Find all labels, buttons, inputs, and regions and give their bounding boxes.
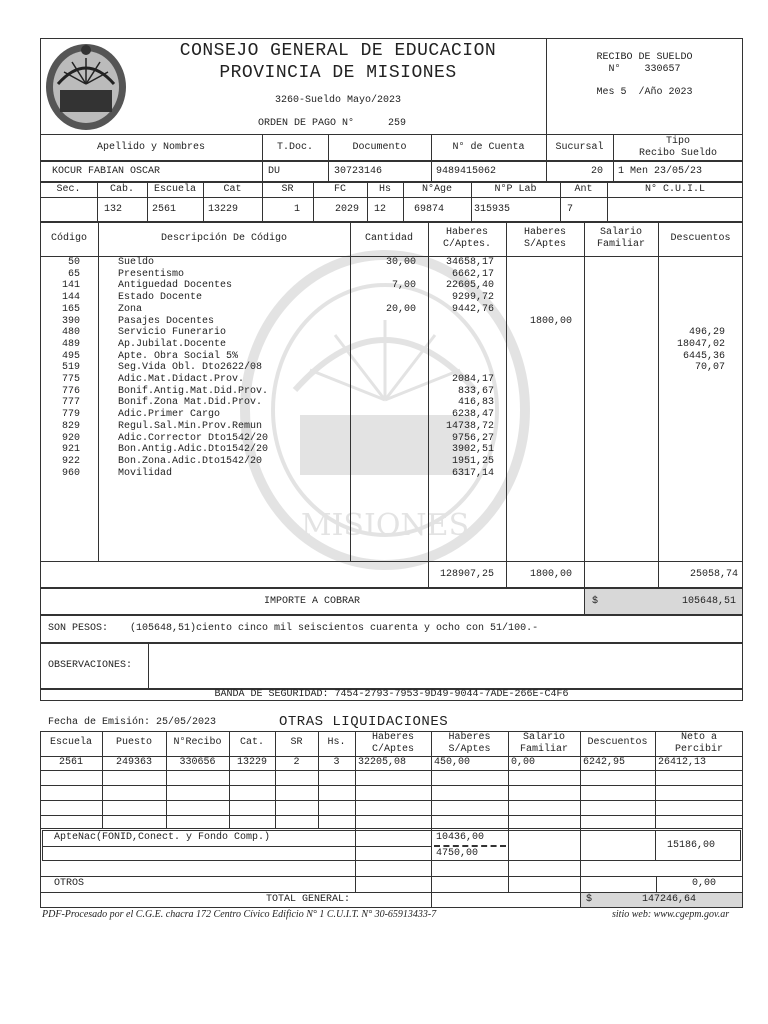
item-code: 489: [61, 338, 80, 350]
item-hc: 2084,17: [451, 374, 494, 385]
importe-value: 105648,51: [681, 596, 736, 607]
item-code: 922: [61, 455, 80, 467]
item-hc: 9756,27: [451, 432, 494, 444]
total-general-value: 147246,64: [641, 894, 696, 905]
importe-label: IMPORTE A COBRAR: [263, 596, 360, 607]
col-cantidad: Cantidad: [364, 233, 413, 244]
employee-sucursal: 20: [590, 166, 603, 177]
item-desc: Estado Docente: [118, 292, 203, 304]
otras-header-cell: Percibir: [674, 744, 723, 755]
item-hc: 9442,76: [451, 303, 494, 315]
fecha-emision: Fecha de Emisión: 25/05/2023: [48, 717, 217, 728]
col-codigo: Código: [50, 233, 87, 244]
item-code: 921: [61, 444, 80, 456]
item-desc: Regul.Sal.Min.Prov.Remun: [118, 420, 263, 432]
item-code: 495: [61, 350, 80, 362]
employee-documento: 30723146: [334, 166, 383, 177]
item-code: 519: [61, 362, 80, 374]
hdr-nage: N°Age: [421, 184, 452, 195]
otras-header-cell: Descuentos: [587, 737, 648, 748]
item-desc: Sueldo: [118, 257, 155, 268]
otras-cell: 32205,08: [358, 757, 407, 768]
col-haberes-c-1: Haberes: [445, 227, 488, 238]
otras-header-cell: Puesto: [115, 737, 152, 748]
col-haberes-c-2: C/Aptes.: [442, 239, 491, 250]
aptenac-total: 15186,00: [666, 840, 715, 851]
item-desc-v: 18047,02: [676, 338, 725, 350]
item-hc: 833,67: [457, 385, 494, 397]
employee-tdoc: DU: [268, 166, 281, 177]
item-code: 779: [61, 409, 80, 421]
title-line-1: CONSEJO GENERAL DE EDUCACION: [179, 41, 497, 61]
item-cant: 7,00: [391, 280, 416, 292]
hdr-cuenta: N° de Cuenta: [452, 142, 525, 153]
otros-value: 0,00: [691, 878, 716, 889]
hdr-tipo: Tipo: [665, 136, 690, 147]
observaciones-label: OBSERVACIONES:: [48, 660, 133, 671]
item-hc: 14738,72: [445, 420, 494, 432]
aptenac-v2: 4750,00: [436, 848, 479, 859]
employee-name: KOCUR FABIAN OSCAR: [52, 166, 161, 177]
otras-cell: 330656: [179, 757, 216, 768]
item-hc: 9299,72: [451, 292, 494, 304]
recibo-label: RECIBO DE SUELDO: [596, 52, 693, 63]
hdr-tdoc: T.Doc.: [276, 142, 313, 153]
item-desc: Adic.Mat.Didact.Prov.: [118, 374, 245, 385]
item-desc: Antiguedad Docentes: [118, 280, 233, 292]
val-sr: 1: [293, 204, 300, 215]
otras-header-cell: Haberes: [371, 732, 414, 743]
item-desc: Zona: [118, 303, 143, 315]
item-desc-v: 496,29: [688, 327, 725, 339]
item-desc: Bon.Antig.Adic.Dto1542/20: [118, 444, 269, 456]
item-desc: Seg.Vida Obl. Dto2622/08: [118, 362, 263, 374]
item-hc: 34658,17: [445, 257, 494, 268]
aptenac-v1: 10436,00: [436, 832, 485, 843]
item-desc: Pasajes Docentes: [118, 315, 215, 327]
otras-cell: 2561: [58, 757, 83, 768]
otras-cell: 13229: [236, 757, 267, 768]
item-desc: Bonif.Zona Mat.Did.Prov.: [118, 397, 263, 409]
item-code: 65: [67, 268, 80, 280]
col-descuentos: Descuentos: [670, 233, 731, 244]
observaciones-row: [40, 643, 743, 689]
item-code: 165: [61, 303, 80, 315]
item-hc: 6238,47: [451, 409, 494, 421]
otras-header-cell: C/Aptes: [371, 744, 414, 755]
otras-header-cell: Familiar: [519, 744, 568, 755]
item-desc: Presentismo: [118, 268, 185, 280]
item-desc-v: 6445,36: [682, 350, 725, 362]
orden-value: 259: [388, 118, 407, 129]
hdr-apellido: Apellido y Nombres: [96, 142, 206, 153]
val-nplab: 315935: [474, 204, 511, 215]
col-descripcion: Descripción De Código: [160, 233, 288, 244]
item-desc: Adic.Corrector Dto1542/20: [118, 432, 269, 444]
hdr-hs: Hs: [378, 184, 391, 195]
item-code: 50: [67, 257, 80, 268]
footer-left: PDF-Procesado por el C.G.E. chacra 172 Centro Cívico Edificio N° 1 C.U.I.T. N° 30-65913433-7: [42, 909, 437, 920]
otras-header-cell: Hs.: [327, 737, 346, 748]
val-ant: 7: [567, 204, 574, 215]
employee-cuenta: 9489415062: [436, 166, 497, 177]
col-salario-1: Salario: [599, 227, 642, 238]
hdr-escuela: Escuela: [153, 184, 196, 195]
otras-cell: 249363: [115, 757, 152, 768]
hdr-cat: Cat: [223, 184, 242, 195]
item-hc: 416,83: [457, 397, 494, 409]
item-code: 777: [61, 397, 80, 409]
hdr-nplab: N°P Lab: [494, 184, 537, 195]
hdr-documento: Documento: [352, 142, 407, 153]
otras-header-cell: Salario: [522, 732, 565, 743]
item-desc: Apte. Obra Social 5%: [118, 350, 239, 362]
total-general-currency: $: [586, 894, 593, 905]
item-code: 144: [61, 292, 80, 304]
otras-cell: 0,00: [511, 757, 536, 768]
item-code: 390: [61, 315, 80, 327]
item-code: 480: [61, 327, 80, 339]
item-hc: 6662,17: [451, 268, 494, 280]
val-hs: 12: [374, 204, 387, 215]
otras-header-cell: Neto a: [680, 732, 717, 743]
otras-cell: 450,00: [434, 757, 471, 768]
otros-label: OTROS: [54, 878, 85, 889]
item-desc: Adic.Primer Cargo: [118, 409, 221, 421]
item-hc: 1951,25: [451, 455, 494, 467]
hdr-cuil: N° C.U.I.L: [644, 184, 705, 195]
val-nage: 69874: [414, 204, 445, 215]
val-cat: 13229: [208, 204, 239, 215]
otras-title: OTRAS LIQUIDACIONES: [279, 714, 449, 730]
item-code: 775: [61, 374, 80, 385]
item-code: 829: [61, 420, 80, 432]
total-descuentos: 25058,74: [689, 569, 738, 580]
item-code: 776: [61, 385, 80, 397]
item-desc: Bonif.Antig.Mat.Did.Prov.: [118, 385, 269, 397]
banda-seguridad: BANDA DE SEGURIDAD: 7454-2793-7953-9D49-9044-7ADE-266E-C4F6: [214, 689, 569, 700]
orden-label: ORDEN DE PAGO N°: [258, 118, 355, 129]
item-desc: Servicio Funerario: [118, 327, 227, 339]
recibo-number: N° 330657: [608, 64, 681, 75]
item-hc: 6317,14: [451, 467, 494, 479]
subtitle: 3260-Sueldo Mayo/2023: [274, 95, 402, 106]
val-fc: 2029: [334, 204, 359, 215]
val-cab: 132: [104, 204, 123, 215]
col-salario-2: Familiar: [596, 239, 645, 250]
total-general-label: TOTAL GENERAL:: [266, 894, 351, 905]
item-code: 960: [61, 467, 80, 479]
item-code: 920: [61, 432, 80, 444]
item-code: 141: [61, 280, 80, 292]
otras-header-cell: Escuela: [49, 737, 92, 748]
item-desc: Movilidad: [118, 467, 173, 479]
otras-header-cell: S/Aptes: [448, 744, 491, 755]
title-line-2: PROVINCIA DE MISIONES: [219, 63, 457, 83]
son-pesos-value: (105648,51)ciento cinco mil seiscientos cuarenta y ocho con 51/100.-: [130, 623, 539, 634]
otras-cell: 2: [293, 757, 300, 768]
otras-header-cell: Haberes: [448, 732, 491, 743]
otras-cell: 26412,13: [658, 757, 707, 768]
hdr-sr: SR: [281, 184, 294, 195]
val-escuela: 2561: [152, 204, 177, 215]
aptenac-label: ApteNac(FONID,Conect. y Fondo Comp.): [54, 832, 271, 843]
hdr-ant: Ant: [574, 184, 593, 195]
periodo: Mes 5 /Año 2023: [596, 87, 693, 98]
hdr-cab: Cab.: [109, 184, 134, 195]
total-haberes-s: 1800,00: [529, 569, 572, 580]
item-cant: 20,00: [385, 303, 416, 315]
item-desc: Bon.Zona.Adic.Dto1542/20: [118, 455, 263, 467]
hdr-sec: Sec.: [56, 184, 81, 195]
province-seal-icon: [44, 42, 128, 132]
otras-header-cell: Cat.: [239, 737, 264, 748]
hdr-fc: FC: [333, 184, 346, 195]
importe-currency: $: [592, 596, 599, 607]
item-hs: 1800,00: [529, 315, 572, 327]
son-pesos-label: SON PESOS:: [48, 623, 109, 634]
item-desc: Ap.Jubilat.Docente: [118, 338, 227, 350]
otras-cell: 3: [333, 757, 340, 768]
hdr-sucursal: Sucursal: [555, 142, 604, 153]
item-desc-v: 70,07: [694, 362, 725, 374]
col-haberes-s-2: S/Aptes: [523, 239, 566, 250]
col-haberes-s-1: Haberes: [523, 227, 566, 238]
item-cant: 30,00: [385, 257, 416, 268]
item-hc: 22605,40: [445, 280, 494, 292]
employee-tipo: 1 Men 23/05/23: [618, 166, 703, 177]
hdr-recibo-sueldo: Recibo Sueldo: [638, 148, 717, 159]
item-hc: 3902,51: [451, 444, 494, 456]
otras-cell: 6242,95: [583, 757, 626, 768]
footer-website[interactable]: sitio web: www.cgepm.gov.ar: [612, 909, 730, 920]
total-haberes-c: 128907,25: [439, 569, 494, 580]
otras-header-cell: N°Recibo: [173, 737, 222, 748]
watermark-text: MISIONES: [300, 508, 470, 543]
otras-header-cell: SR: [290, 737, 303, 748]
